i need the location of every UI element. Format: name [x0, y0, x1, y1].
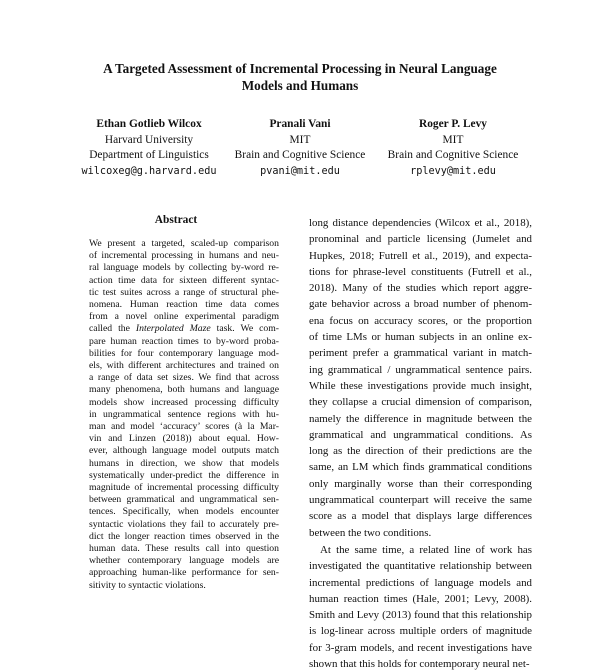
abstract-line: dict the longer reaction times observed in the	[89, 530, 279, 542]
abstract-line: a range of data set sizes. We find that across	[89, 372, 279, 384]
body-line: namely the difference in magnitude between the	[309, 412, 532, 425]
abstract-line: sitivity to syntactic violations.	[89, 579, 206, 591]
abstract-line: in ungrammatical sentence regions with hu-	[89, 408, 279, 420]
body-line: pronominal and particle licensing (Jumelet and	[309, 233, 532, 246]
author-block	[230, 117, 370, 179]
abstract-line: nomena. Human reaction time data comes	[89, 299, 279, 311]
author-name: Roger P. Levy	[418, 118, 488, 130]
body-line: score as a model that displays large differences	[309, 510, 532, 523]
author-department: Brain and Cognitive Science	[234, 149, 366, 161]
abstract-line: whether contemporary language models are	[89, 555, 279, 567]
abstract-line: els, with different architectures and trained on	[89, 360, 279, 372]
author-block	[378, 117, 528, 179]
abstract-line: syntactic violations they fail to accurately pre-	[89, 518, 279, 530]
abstract-line: pare human reaction times to by-word proba-	[89, 335, 279, 347]
abstract-line: bilities for four contemporary language mod-	[89, 347, 279, 359]
abstract-line: magnitude of incremental processing difficulty	[89, 482, 279, 494]
paper-title	[60, 60, 540, 94]
body-line: investigated the quantitative relationship between	[309, 560, 532, 573]
abstract-line: approaching human-like performance for sen-	[89, 567, 279, 579]
author-affiliation: MIT	[289, 133, 311, 146]
author-affiliation: MIT	[442, 133, 464, 146]
abstract-line: from a novel online experimental paradigm	[89, 311, 279, 323]
author-department: Department of Linguistics	[89, 149, 209, 161]
author-email: rplevy@mit.edu	[410, 165, 496, 177]
body-line: same, an LM which finds grammatical conditions	[309, 461, 532, 474]
abstract-line: between grammatical and ungrammatical sen-	[89, 494, 279, 506]
abstract-line: systematically under-predict the difference in	[89, 469, 279, 481]
abstract-line: many phenomena, both humans and language	[89, 384, 279, 396]
abstract-line: tic test suites across a range of structural phe-	[89, 286, 279, 298]
body-line: While these investigations provide much insight,	[309, 379, 532, 392]
abstract-line: called the Interpolated Maze task. We com-	[89, 323, 279, 335]
body-line: long distance dependencies (Wilcox et al., 2018),	[309, 217, 532, 229]
body-line: ungrammatical counterpart will receive the same	[309, 494, 532, 507]
abstract-body	[89, 238, 279, 592]
body-line: incremental predictions of language models and	[309, 576, 532, 589]
body-line: At the same time, a related line of work has	[320, 543, 532, 556]
body-line: is log-linear across multiple orders of magnitude	[309, 625, 532, 638]
body-line: Smith and Levy (2013) found that this relationship	[309, 609, 532, 622]
body-line: only marginally worse than their corresponding	[309, 477, 532, 490]
body-line: between the two conditions.	[309, 526, 432, 539]
body-line: of time LMs or human subjects in an online ex-	[309, 331, 532, 344]
body-line: for 3-gram models, and recent investigations have	[309, 641, 532, 654]
abstract-line: man and model ‘accuracy’ scores (à la Mar-	[89, 421, 279, 433]
author-email: pvani@mit.edu	[260, 165, 340, 177]
abstract-line: humans in direction, we show that models	[89, 457, 279, 469]
body-column-right	[309, 215, 532, 672]
title-line: A Targeted Assessment of Incremental Processing in Neural Language	[103, 61, 497, 76]
body-line: tions for phrase-level constituents (Futrell et al.,	[309, 265, 532, 278]
title-line: Models and Humans	[241, 78, 359, 93]
abstract-line: tences. Specifically, when models encounter	[89, 506, 279, 518]
body-line: grammatical and ungrammatical conditions. As	[309, 428, 532, 441]
author-department: Brain and Cognitive Science	[387, 149, 519, 161]
task-name: Interpolated Maze	[135, 323, 211, 335]
body-line: human reaction times (Hale, 2001; Levy, 2008).	[309, 592, 532, 605]
abstract-line: ral language models by collecting by-word re-	[89, 262, 279, 274]
body-line: ing grammatical / ungrammatical sentence pairs.	[309, 363, 532, 376]
abstract-line: ever, although language model outputs match	[89, 445, 279, 457]
author-email: wilcoxeg@g.harvard.edu	[81, 165, 217, 177]
author-name: Pranali Vani	[269, 118, 331, 130]
author-block	[38, 117, 260, 179]
body-line: gate behavior across a broad number of phenom-	[309, 298, 532, 311]
body-line: Hupkes, 2018; Futrell et al., 2019), and expecta-	[309, 249, 532, 262]
abstract-line: human data. These results call into question	[89, 543, 279, 555]
body-line: shown that this holds for contemporary neural net-	[309, 658, 530, 671]
abstract-heading: Abstract	[154, 214, 198, 226]
abstract-line: action time data for sixteen different syntac-	[89, 274, 279, 286]
body-line: ena focus on accuracy scores, or the proportion	[309, 314, 532, 327]
body-line: 2018). Many of the studies which report aggre-	[309, 282, 532, 295]
body-line: periment prefer a grammatical variant in match-	[309, 347, 532, 360]
abstract-line: vin and Linzen (2018)) about equal. How-	[89, 433, 279, 445]
abstract-line: models show increased processing difficulty	[89, 396, 279, 408]
abstract-line: of incremental processing in humans and neu-	[89, 250, 279, 262]
abstract-line: We present a targeted, scaled-up comparison	[89, 238, 279, 249]
author-affiliation: Harvard University	[104, 133, 194, 146]
author-name: Ethan Gotlieb Wilcox	[96, 118, 202, 130]
body-line: they collapse a crucial dimension of comparison,	[309, 396, 532, 409]
body-line: long as the direction of their predictions are the	[309, 445, 532, 458]
